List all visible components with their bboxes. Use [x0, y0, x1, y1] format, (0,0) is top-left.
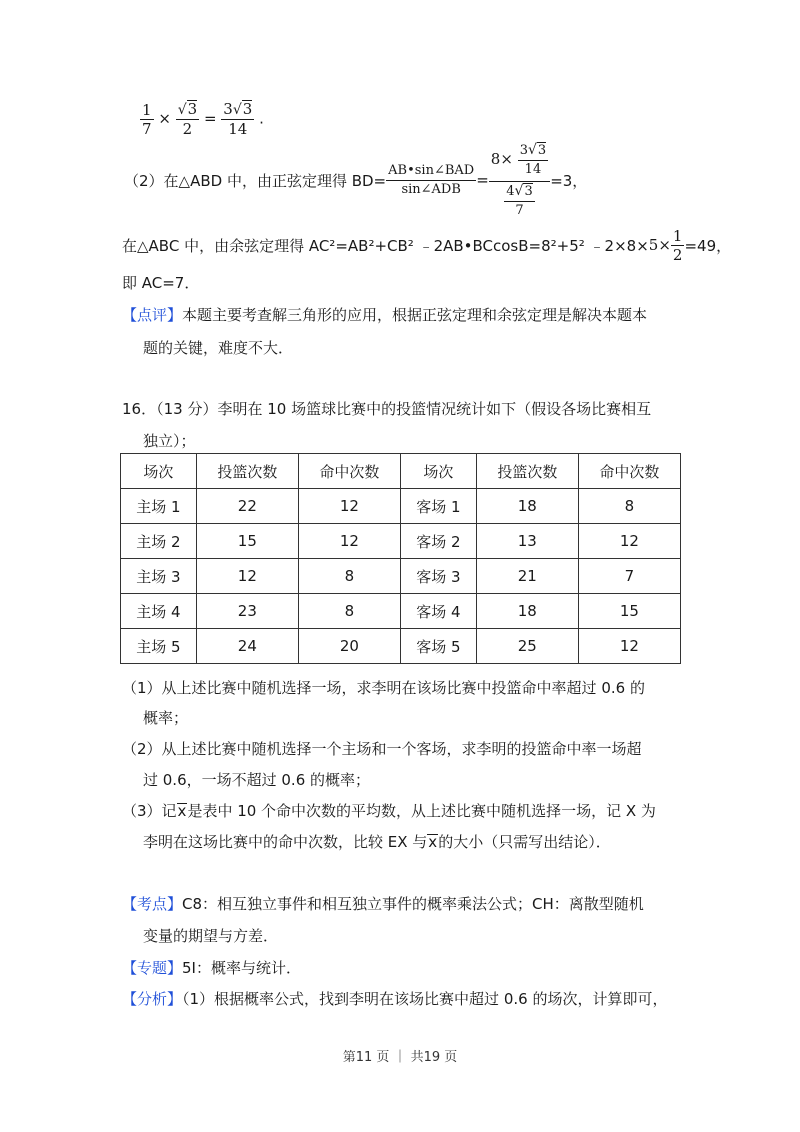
- table-cell: 主场 3: [121, 559, 197, 594]
- table-cell: 7: [578, 559, 680, 594]
- table-cell: 8: [298, 559, 400, 594]
- table-row: [121, 629, 681, 664]
- table-cell: 8: [578, 489, 680, 524]
- fenxi-tag: 【分析】: [122, 990, 183, 1008]
- zhuanti-line: 【专题】5I：概率与统计．: [122, 959, 301, 977]
- comment-tag: 【点评】: [122, 306, 183, 324]
- table-cell: 20: [298, 629, 400, 664]
- shooting-stats-table: [120, 453, 681, 664]
- comment-line2: 题的关键，难度不大．: [143, 339, 294, 357]
- fraction-3root3-over-14: $\frac{3√3}{14}$: [223, 100, 253, 138]
- table-cell: 12: [196, 559, 298, 594]
- table-cell: 客场 4: [400, 594, 476, 629]
- mean-x-bar: x: [428, 833, 438, 851]
- mean-x-bar: x: [177, 802, 187, 820]
- table-row: [121, 524, 681, 559]
- ac-result: 即 AC=7．: [122, 274, 200, 292]
- table-cell: 12: [298, 524, 400, 559]
- cosine-law-line: 在△ABC 中，由余弦定理得 AC²=AB²+CB² ﹣2AB•BCcosB=8²+5² ﹣2×8× 5× $\frac{1}{2}$ =49，: [122, 226, 732, 264]
- sub-question-3-line1: （3）记x是表中 10 个命中次数的平均数，从上述比赛中随机选择一场，记 X 为: [122, 802, 656, 820]
- table-cell: 主场 5: [121, 629, 197, 664]
- table-cell: 21: [476, 559, 578, 594]
- table-cell: 客场 5: [400, 629, 476, 664]
- table-row: [121, 489, 681, 524]
- table-cell: 18: [476, 489, 578, 524]
- table-cell: 12: [578, 629, 680, 664]
- table-header-cell: 投篮次数: [196, 454, 298, 489]
- table-cell: 22: [196, 489, 298, 524]
- table-cell: 23: [196, 594, 298, 629]
- table-row: [121, 594, 681, 629]
- table-cell: 24: [196, 629, 298, 664]
- compound-fraction: 8× $\frac{3√3}{14}$ $\frac{4√3}{7}$: [489, 141, 550, 220]
- table-cell: 主场 1: [121, 489, 197, 524]
- table-header-cell: 投篮次数: [476, 454, 578, 489]
- question-16-line1: 16．（13 分）李明在 10 场篮球比赛中的投篮情况统计如下（假设各场比赛相互: [122, 400, 652, 418]
- sub-question-1-line1: （1）从上述比赛中随机选择一场，求李明在该场比赛中投篮命中率超过 0.6 的: [122, 679, 645, 697]
- table-cell: 客场 3: [400, 559, 476, 594]
- table-cell: 12: [298, 489, 400, 524]
- top-expression: $\frac{1}{7}$ × $\frac{√3}{2}$ = $\frac{3√3}{14}$ .: [142, 100, 264, 138]
- comment-line1: 【点评】本题主要考查解三角形的应用，根据正弦定理和余弦定理是解决本题本: [122, 306, 648, 324]
- fenxi-line: 【分析】（1）根据概率公式，找到李明在该场比赛中超过 0.6 的场次，计算即可，: [122, 990, 668, 1008]
- table-cell: 18: [476, 594, 578, 629]
- table-header-cell: 场次: [400, 454, 476, 489]
- page-footer: 第11 页 ｜ 共19 页: [342, 1050, 458, 1065]
- kaodian-line2: 变量的期望与方差．: [143, 927, 279, 945]
- kaodian-line1: 【考点】C8：相互独立事件和相互独立事件的概率乘法公式；CH：离散型随机: [122, 895, 644, 913]
- table-cell: 客场 2: [400, 524, 476, 559]
- table-cell: 13: [476, 524, 578, 559]
- table-cell: 25: [476, 629, 578, 664]
- table-header-cell: 命中次数: [298, 454, 400, 489]
- table-cell: 15: [196, 524, 298, 559]
- table-cell: 主场 2: [121, 524, 197, 559]
- sub-question-3-line2: 李明在这场比赛中的命中次数，比较 EX 与x的大小（只需写出结论）．: [143, 833, 611, 851]
- sine-law-line: （2）在△ABD 中，由正弦定理得 BD= $\frac{\text{AB•sin∠BAD}}{\text{sin∠ADB}}$ = 8× $\frac{3√3}{14}$ $\frac{4√3}{7}$ =3，: [124, 141, 588, 218]
- table-cell: 主场 4: [121, 594, 197, 629]
- question-16-line2: 独立）；: [143, 432, 196, 450]
- table-cell: 客场 1: [400, 489, 476, 524]
- fraction-one-half: $\frac{1}{2}$: [672, 226, 683, 264]
- table-row: [121, 559, 681, 594]
- table-cell: 12: [578, 524, 680, 559]
- table-cell: 15: [578, 594, 680, 629]
- sub-question-2-line1: （2）从上述比赛中随机选择一个主场和一个客场，求李明的投篮命中率一场超: [122, 740, 642, 758]
- sine-law-fraction: $\frac{\text{AB•sin∠BAD}}{\text{sin∠ADB}}$: [388, 162, 475, 197]
- table-header-cell: 命中次数: [578, 454, 680, 489]
- table-header-row: [121, 454, 681, 489]
- fraction-root3-over-2: $\frac{√3}{2}$: [177, 100, 198, 138]
- table-header-cell: 场次: [121, 454, 197, 489]
- table-cell: 8: [298, 594, 400, 629]
- kaodian-tag: 【考点】: [122, 895, 183, 913]
- sub-question-1-line2: 概率；: [143, 709, 189, 727]
- zhuanti-tag: 【专题】: [122, 959, 183, 977]
- fraction-one-seventh: $\frac{1}{7}$: [142, 100, 152, 138]
- sub-question-2-line2: 过 0.6，一场不超过 0.6 的概率；: [143, 771, 371, 789]
